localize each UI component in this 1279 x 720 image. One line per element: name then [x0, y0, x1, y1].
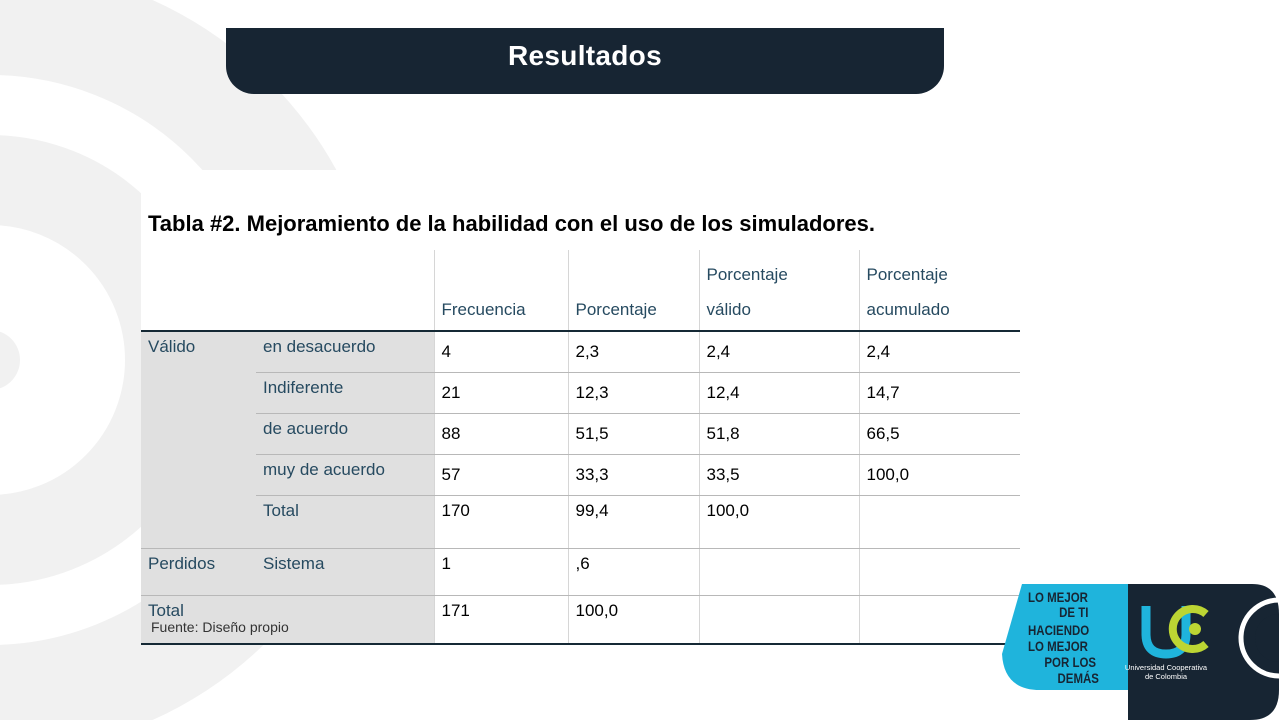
- group-label-perdidos: Perdidos: [141, 549, 256, 596]
- table-row: [141, 496, 1020, 549]
- logo-slogan-line: DEMÁS: [1057, 669, 1099, 687]
- row-label: en desacuerdo: [256, 331, 434, 373]
- cell-porcentaje: 12,3: [568, 373, 699, 414]
- cell-frecuencia: 170: [434, 496, 568, 549]
- corner-cell: [256, 250, 434, 285]
- cell-frecuencia: 88: [434, 414, 568, 455]
- cell-porcentaje-valido: 2,4: [699, 331, 859, 373]
- cell-frecuencia: 4: [434, 331, 568, 373]
- logo-slogan-line: HACIENDO: [1028, 621, 1090, 639]
- cell-porcentaje-valido: 12,4: [699, 373, 859, 414]
- group-label-valido: Válido: [141, 331, 256, 549]
- cell-porcentaje: ,6: [568, 549, 699, 596]
- logo-university-name: de Colombia: [1144, 672, 1188, 681]
- cell-porcentaje: 51,5: [568, 414, 699, 455]
- cell-porcentaje-acumulado: [859, 496, 1020, 549]
- source-note: Fuente: Diseño propio: [151, 619, 289, 635]
- cell-frecuencia: 57: [434, 455, 568, 496]
- cell-porcentaje-acumulado: 2,4: [859, 331, 1020, 373]
- cell-porcentaje-valido: 33,5: [699, 455, 859, 496]
- logo-slogan-line: LO MEJOR: [1028, 637, 1088, 655]
- frequency-table: [141, 250, 1020, 645]
- column-header: Porcentaje: [699, 250, 859, 285]
- logo-university-name: Universidad Cooperativa: [1124, 663, 1208, 672]
- page-title: Resultados: [508, 40, 662, 71]
- cell-porcentaje-acumulado: 100,0: [859, 455, 1020, 496]
- cell-frecuencia: 21: [434, 373, 568, 414]
- cell-porcentaje-valido: [699, 596, 859, 645]
- header-row-1: [141, 250, 1020, 285]
- cell-porcentaje: 33,3: [568, 455, 699, 496]
- table-row: [141, 455, 1020, 496]
- row-label: Total: [256, 496, 434, 549]
- corner-cell: [141, 250, 256, 285]
- header-bar: [226, 28, 944, 94]
- table-row: [141, 414, 1020, 455]
- row-label: Sistema: [256, 549, 434, 596]
- row-label: muy de acuerdo: [256, 455, 434, 496]
- row-label: de acuerdo: [256, 414, 434, 455]
- column-header: válido: [699, 285, 859, 331]
- column-header: Frecuencia: [434, 285, 568, 331]
- logo-slogan-line: DE TI: [1059, 603, 1089, 621]
- university-logo: [1000, 584, 1279, 720]
- table-row: [141, 549, 1020, 596]
- table-row: [141, 373, 1020, 414]
- table-row: [141, 331, 1020, 373]
- cell-porcentaje: 2,3: [568, 331, 699, 373]
- row-label: Indiferente: [256, 373, 434, 414]
- cell-porcentaje-valido: [699, 549, 859, 596]
- corner-cell: [141, 285, 256, 331]
- column-header: acumulado: [859, 285, 1020, 331]
- column-header: [434, 250, 568, 285]
- cell-porcentaje-acumulado: 14,7: [859, 373, 1020, 414]
- column-header: [568, 250, 699, 285]
- cell-porcentaje-acumulado: [859, 596, 1020, 645]
- cell-porcentaje: 99,4: [568, 496, 699, 549]
- group-label-total: Total: [141, 596, 256, 645]
- cell-porcentaje-valido: 100,0: [699, 496, 859, 549]
- column-header: Porcentaje: [859, 250, 1020, 285]
- corner-cell: [256, 285, 434, 331]
- cell-porcentaje-acumulado: [859, 549, 1020, 596]
- cell-frecuencia: 1: [434, 549, 568, 596]
- cell-porcentaje-valido: 51,8: [699, 414, 859, 455]
- table-title: Tabla #2. Mejoramiento de la habilidad con el uso de los simuladores.: [148, 211, 875, 236]
- cell-porcentaje: 100,0: [568, 596, 699, 645]
- cell-porcentaje-acumulado: 66,5: [859, 414, 1020, 455]
- logo-slogan-line: POR LOS: [1044, 653, 1097, 671]
- header-row-2: [141, 285, 1020, 331]
- cell-frecuencia: 171: [434, 596, 568, 645]
- logo-slogan-line: LO MEJOR: [1028, 588, 1088, 606]
- column-header: Porcentaje: [568, 285, 699, 331]
